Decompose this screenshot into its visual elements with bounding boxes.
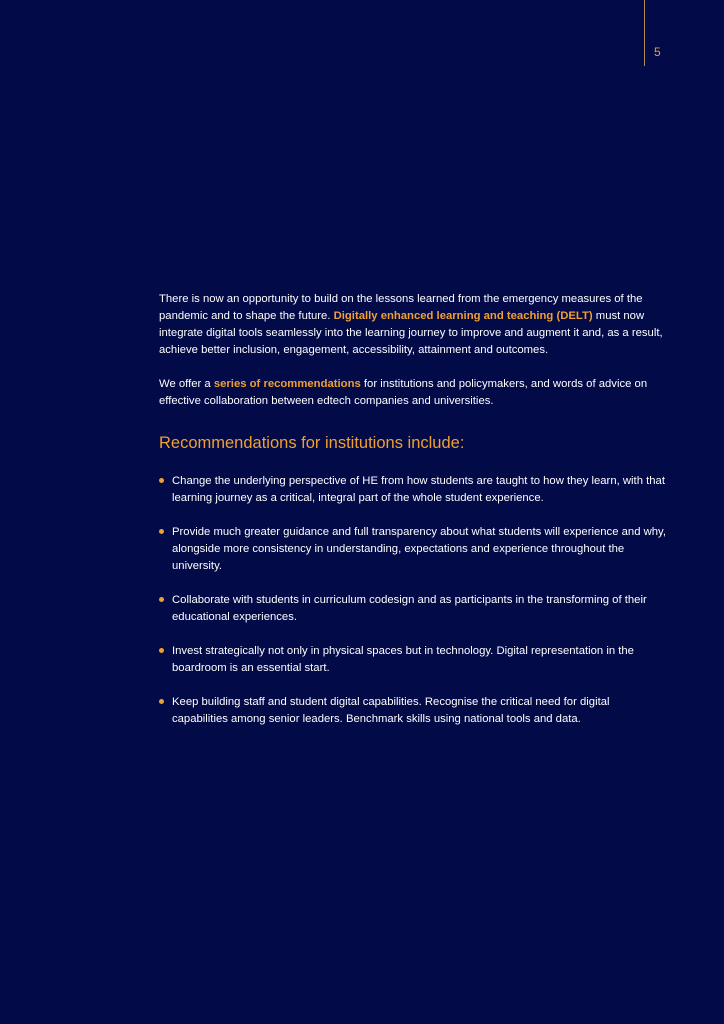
recommendations-title: Recommendations for institutions include:	[159, 434, 465, 452]
recommendation-text: Provide much greater guidance and full transparency about what students will experience and why, alongside more consistency in understanding, expectations and experience throughout the university.	[172, 526, 667, 572]
recommendation-item	[159, 473, 674, 507]
bullet-dot-icon	[159, 529, 164, 534]
recommendation-text: Collaborate with students in curriculum codesign and as participants in the transforming of their educational experiences.	[172, 594, 647, 623]
intro-paragraph-2	[159, 376, 674, 410]
delt-highlight: Digitally enhanced learning and teaching (DELT)	[333, 310, 593, 322]
recommendation-text: Keep building staff and student digital capabilities. Recognise the critical need for digital capabilities among senior leaders. Benchmark skills using national tools and data.	[172, 696, 610, 725]
recommendation-item	[159, 592, 674, 626]
main-content	[159, 291, 674, 745]
recommendations-list	[159, 473, 674, 728]
recommendation-item	[159, 643, 674, 677]
intro-p1-text-start: There is now an opportunity to build on the lessons learned from the emergency measures of the pandemic and to shape the future.	[159, 293, 643, 322]
page-number: 5	[654, 45, 661, 59]
recommendation-item	[159, 524, 674, 575]
recommendation-item	[159, 694, 674, 728]
bullet-dot-icon	[159, 478, 164, 483]
intro-paragraph-1	[159, 291, 674, 359]
intro-p2-text-start: We offer a	[159, 378, 214, 390]
intro-p1-text-end: must now integrate digital tools seamlessly into the learning journey to improve and augment it and, as a result, achieve better inclusion, engagement, accessibility, attainment and outcomes.	[159, 310, 663, 356]
bullet-dot-icon	[159, 597, 164, 602]
recommendation-text: Invest strategically not only in physical spaces but in technology. Digital representation in the boardroom is an essential start.	[172, 645, 634, 674]
intro-p2-text-end: for institutions and policymakers, and words of advice on effective collaboration between edtech companies and universities.	[159, 378, 648, 407]
bullet-dot-icon	[159, 648, 164, 653]
recommendations-highlight: series of recommendations	[213, 378, 361, 390]
recommendation-text: Change the underlying perspective of HE from how students are taught to how they learn, with that learning journey as a critical, integral part of the whole student experience.	[172, 475, 665, 504]
page-divider-line	[644, 0, 645, 66]
bullet-dot-icon	[159, 699, 164, 704]
